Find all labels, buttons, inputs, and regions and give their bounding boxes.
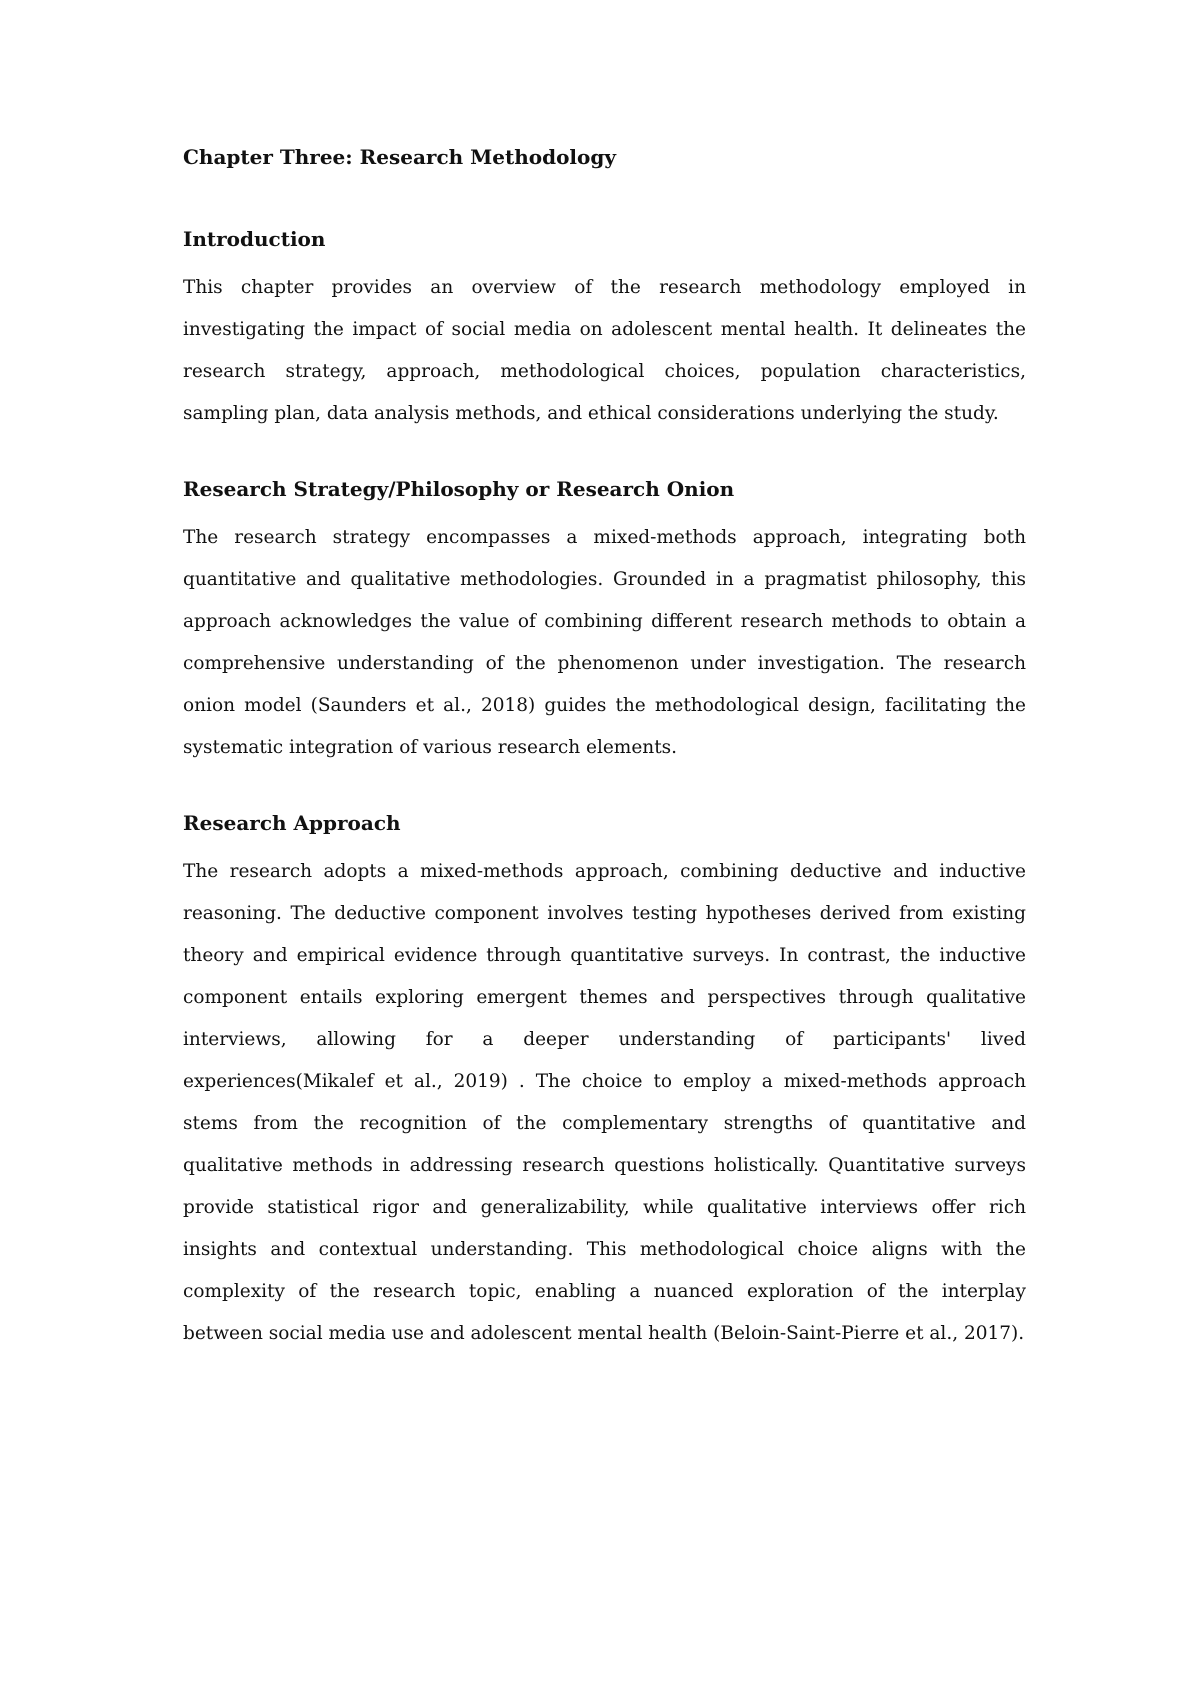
chapter-title: Chapter Three: Research Methodology (183, 145, 616, 169)
document-content (183, 145, 1026, 1397)
section-heading: Research Approach (183, 811, 401, 835)
section-introduction (183, 227, 1026, 435)
section-research-strategy (183, 477, 1026, 769)
section-paragraph: The research strategy encompasses a mixed-methods approach, integrating both quantitative and qualitative methodologies. Grounded in a pragmatist philosophy, this approach acknowledges the value of combining different research methods to obtain a comprehensive understanding of the phenomenon under investigation. The research onion model (Saunders et al., 2018) guides the methodological design, facilitating the systematic integration of various research elements. (183, 527, 1026, 758)
section-paragraph: This chapter provides an overview of the research methodology employed in investigating the impact of social media on adolescent mental health. It delineates the research strategy, approach, methodological choices, population characteristics, sampling plan, data analysis methods, and ethical considerations underlying the study. (183, 277, 1026, 424)
section-heading: Research Strategy/Philosophy or Research Onion (183, 477, 735, 501)
section-heading: Introduction (183, 227, 326, 251)
section-research-approach (183, 811, 1026, 1355)
section-paragraph: The research adopts a mixed-methods approach, combining deductive and inductive reasoning. The deductive component involves testing hypotheses derived from existing theory and empirical evidence through quantitative surveys. In contrast, the inductive component entails exploring emergent themes and perspectives through qualitative interviews, allowing for a deeper understanding of participants' lived experiences(Mikalef et al., 2019) . The choice to employ a mixed-methods approach stems from the recognition of the complementary strengths of quantitative and qualitative methods in addressing research questions holistically. Quantitative surveys provide statistical rigor and generalizability, while qualitative interviews offer rich insights and contextual understanding. This methodological choice aligns with the complexity of the research topic, enabling a nuanced exploration of the interplay between social media use and adolescent mental health (Beloin-Saint-Pierre et al., 2017). (183, 861, 1026, 1344)
